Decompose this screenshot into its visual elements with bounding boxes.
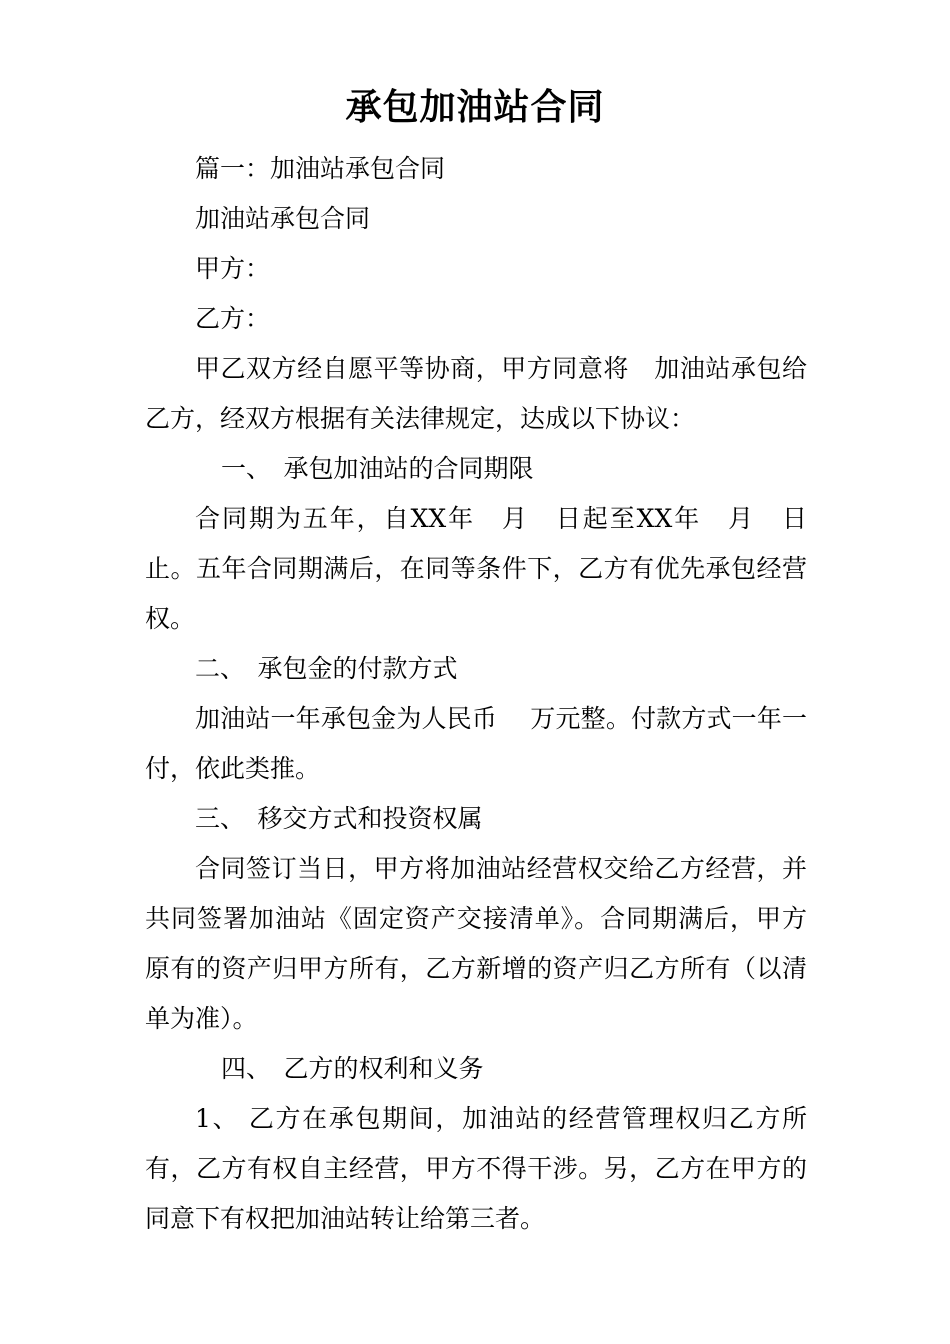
paragraph-term: 合同期为五年，自XX年 月 日起至XX年 月 日止。五年合同期满后，在同等条件下，乙方有优先承包经营权。 [145, 504, 807, 633]
paragraph-party-b: 乙方： [195, 304, 271, 333]
paragraph-payment: 加油站一年承包金为人民币 万元整。付款方式一年一付，依此类推。 [145, 704, 807, 783]
paragraph-preamble: 甲乙双方经自愿平等协商，甲方同意将 加油站承包给乙方，经双方根据有关法律规定，达成以下协议： [145, 354, 807, 433]
section-heading-3: 三、 移交方式和投资权属 [195, 804, 483, 833]
paragraph-party-a: 甲方： [195, 254, 271, 283]
paragraph-rights-1: 1、 乙方在承包期间，加油站的经营管理权归乙方所有，乙方有权自主经营，甲方不得干涉。另，乙方在甲方的同意下有权把加油站转让给第三者。 [145, 1104, 807, 1233]
document-body [145, 144, 807, 1244]
section-heading-2: 二、 承包金的付款方式 [195, 654, 458, 683]
section-heading-4: 四、 乙方的权利和义务 [221, 1054, 484, 1083]
paragraph-subtitle: 篇一：加油站承包合同 [195, 154, 446, 183]
paragraph-handover: 合同签订当日，甲方将加油站经营权交给乙方经营，并共同签署加油站《固定资产交接清单》。合同期满后，甲方原有的资产归甲方所有，乙方新增的资产归乙方所有（以清单为准）。 [145, 854, 807, 1033]
document-title: 承包加油站合同 [345, 86, 605, 128]
paragraph-contract-name: 加油站承包合同 [195, 204, 371, 233]
section-heading-1: 一、 承包加油站的合同期限 [221, 454, 534, 483]
